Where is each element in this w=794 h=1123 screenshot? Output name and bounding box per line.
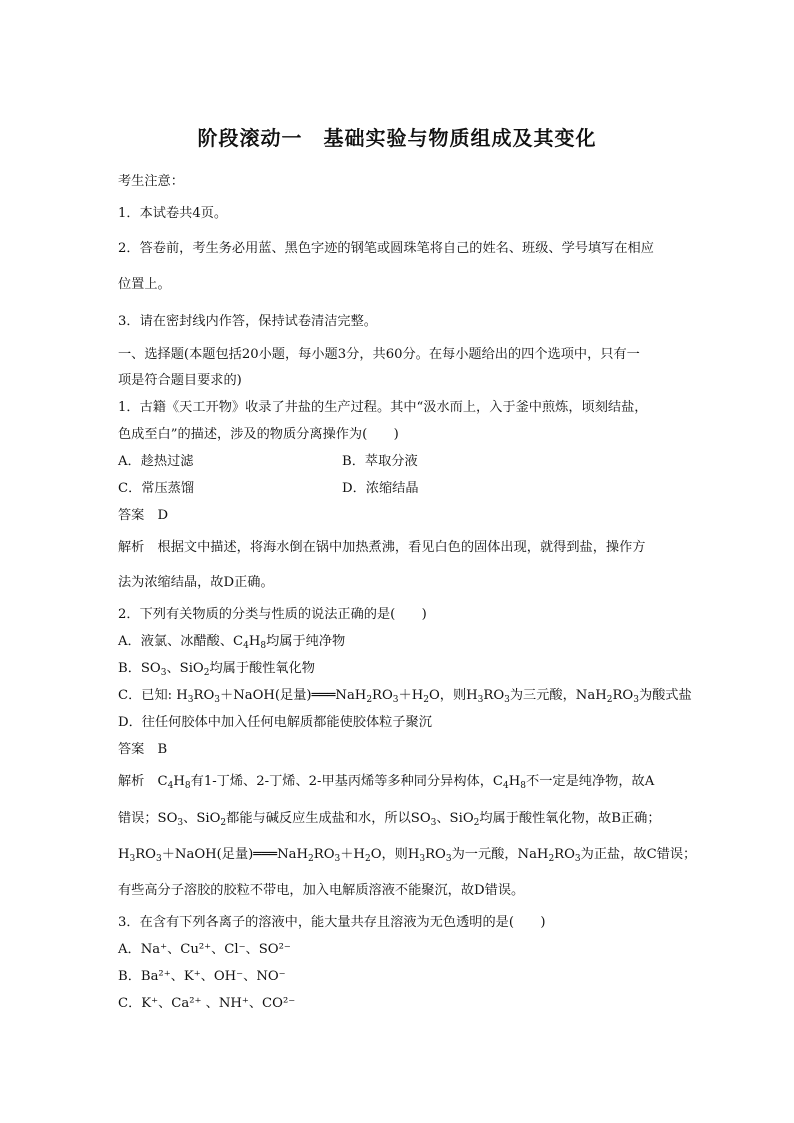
- q2-analysis-2: 错误；$SO_3$、SiO$_2$都能与碱反应生成盐和水，所以$SO_3$、SiO$_2$均属于酸性氧化物，故B正确；: [118, 811, 661, 828]
- section-heading-cont: 项是符合题目要求的): [118, 373, 242, 388]
- q1-option-b: B．萃取分液: [342, 454, 418, 469]
- q2-option-d: D．往任何胶体中加入任何电解质都能使胶体粒子聚沉: [118, 715, 432, 730]
- q1-analysis: 解析 根据文中描述，将海水倒在锅中加热煮沸，看见白色的固体出现，就得到盐，操作方: [118, 540, 646, 555]
- q2-analysis-3: $H_3RO_3+NaOH$(足量)$═══NaH_2RO_3+H_2O$，则$H_3RO_3$为一元酸，$NaH_2RO_3$为正盐，故C错误；: [118, 847, 697, 864]
- q2-analysis-4: 有些高分子溶胶的胶粒不带电，加入电解质溶液不能聚沉，故D错误。: [118, 883, 525, 898]
- q3-stem: 3．在含有下列各离子的溶液中，能大量共存且溶液为无色透明的是( ): [118, 915, 546, 930]
- q3-option-a: A．Na⁺、Cu²⁺、Cl⁻、SO²⁻: [118, 942, 291, 957]
- q1-answer: 答案 D: [118, 508, 169, 523]
- q2-option-b: B．$SO_3$、SiO$_2$均属于酸性氧化物: [118, 661, 315, 678]
- q3-option-b: B．Ba²⁺、K⁺、OH⁻、NO⁻: [118, 969, 286, 984]
- notice-heading: 考生注意：: [118, 174, 184, 189]
- notice-item-3: 3．请在密封线内作答，保持试卷清洁完整。: [118, 314, 377, 329]
- page-title: 阶段滚动一 基础实验与物质组成及其变化: [197, 126, 597, 150]
- q2-option-a: A．液氯、冰醋酸、$C_4H_8$均属于纯净物: [118, 634, 346, 651]
- section-heading: 一、选择题(本题包括20小题，每小题3分，共60分。在每小题给出的四个选项中，只有一: [118, 347, 640, 362]
- q1-option-d: D．浓缩结晶: [342, 481, 419, 496]
- q1-stem-cont: 色成至白”的描述，涉及的物质分离操作为( ): [118, 427, 399, 442]
- notice-item-2-cont: 位置上。: [118, 277, 171, 292]
- q1-stem: 1．古籍《天工开物》收录了井盐的生产过程。其中“汲水而上，入于釜中煎炼，顷刻结盐，: [118, 400, 648, 415]
- notice-item-2: 2．答卷前，考生务必用蓝、黑色字迹的钢笔或圆珠笔将自己的姓名、班级、学号填写在相应: [118, 241, 654, 256]
- q3-option-c: C．K⁺、Ca²⁺ 、NH⁺、CO²⁻: [118, 996, 296, 1011]
- q2-answer: 答案 B: [118, 742, 168, 757]
- q2-stem: 2．下列有关物质的分类与性质的说法正确的是( ): [118, 607, 427, 622]
- notice-item-1: 1．本试卷共4页。: [118, 206, 228, 221]
- q1-option-a: A．趁热过滤: [118, 454, 194, 469]
- q2-option-c: C．已知: $H_3RO_3+NaOH$(足量)$═══NaH_2RO_3+H_2O$，则$H_3RO_3$为三元酸，$NaH_2RO_3$为酸式盐: [118, 688, 692, 705]
- q1-analysis-cont: 法为浓缩结晶，故D正确。: [118, 575, 274, 590]
- q1-option-c: C．常压蒸馏: [118, 481, 195, 496]
- q2-analysis-1: 解析 $C_4H_8$有1-丁烯、2-丁烯、2-甲基丙烯等多种同分异构体，$C_4H_8$不一定是纯净物，故A: [118, 774, 655, 791]
